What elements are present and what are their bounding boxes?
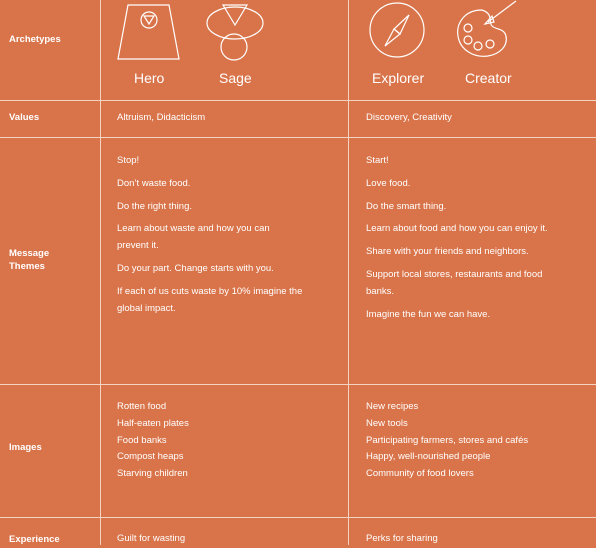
row-label-experience: Experience	[9, 534, 60, 545]
archetype-hero-label: Hero	[134, 70, 165, 86]
image-item: Food banks	[117, 434, 167, 446]
image-item: Happy, well-nourished people	[366, 451, 491, 463]
archetype-sage-label: Sage	[219, 70, 252, 86]
archetype-creator-label: Creator	[465, 70, 512, 86]
message-theme-item: Stop!	[117, 155, 140, 166]
experience-left: Guilt for wasting	[117, 533, 186, 544]
row-divider-1	[0, 100, 596, 101]
column-divider-2	[348, 0, 349, 545]
image-item: Starving children	[117, 468, 188, 480]
message-themes-left	[117, 153, 332, 323]
message-theme-item: Imagine the fun we can have.	[366, 308, 491, 320]
values-left: Altruism, Didacticism	[117, 112, 206, 123]
message-theme-item: Love food.	[366, 177, 411, 189]
image-item: Community of food lovers	[366, 468, 474, 480]
image-item: Participating farmers, stores and cafés	[366, 434, 529, 446]
row-divider-2	[0, 137, 596, 138]
message-theme-item: If each of us cuts waste by 10% imagine the global impact.	[117, 285, 303, 314]
message-theme-item: Share with your friends and neighbors.	[366, 246, 529, 258]
hero-icon	[116, 4, 182, 60]
row-divider-4	[0, 517, 596, 518]
message-theme-item: Support local stores, restaurants and food banks.	[366, 268, 543, 297]
row-divider-3	[0, 384, 596, 385]
images-right	[366, 399, 528, 483]
message-theme-item: Start!	[366, 155, 389, 166]
image-item: New tools	[366, 417, 408, 429]
image-item: New recipes	[366, 401, 419, 412]
message-theme-item: Do the right thing.	[117, 200, 192, 212]
image-item: Rotten food	[117, 401, 167, 412]
message-theme-item: Do the smart thing.	[366, 200, 447, 212]
experience-right: Perks for sharing	[366, 533, 438, 544]
row-label-archetypes: Archetypes	[9, 34, 61, 45]
message-theme-item: Don’t waste food.	[117, 177, 191, 189]
archetype-explorer-label: Explorer	[372, 70, 425, 86]
row-label-message-themes: Message Themes	[9, 248, 50, 272]
message-theme-item: Do your part. Change starts with you.	[117, 262, 274, 274]
creator-icon	[452, 0, 520, 62]
row-label-images: Images	[9, 442, 42, 453]
explorer-icon	[367, 2, 429, 60]
row-label-values: Values	[9, 112, 40, 123]
values-right: Discovery, Creativity	[366, 112, 452, 123]
images-left	[117, 399, 189, 483]
column-divider-1	[100, 0, 101, 545]
message-themes-right	[366, 153, 588, 329]
message-theme-item: Learn about waste and how you can prevent it.	[117, 223, 270, 252]
sage-icon	[203, 3, 267, 61]
image-item: Half-eaten plates	[117, 417, 189, 429]
message-theme-item: Learn about food and how you can enjoy it.	[366, 223, 548, 235]
image-item: Compost heaps	[117, 451, 184, 463]
